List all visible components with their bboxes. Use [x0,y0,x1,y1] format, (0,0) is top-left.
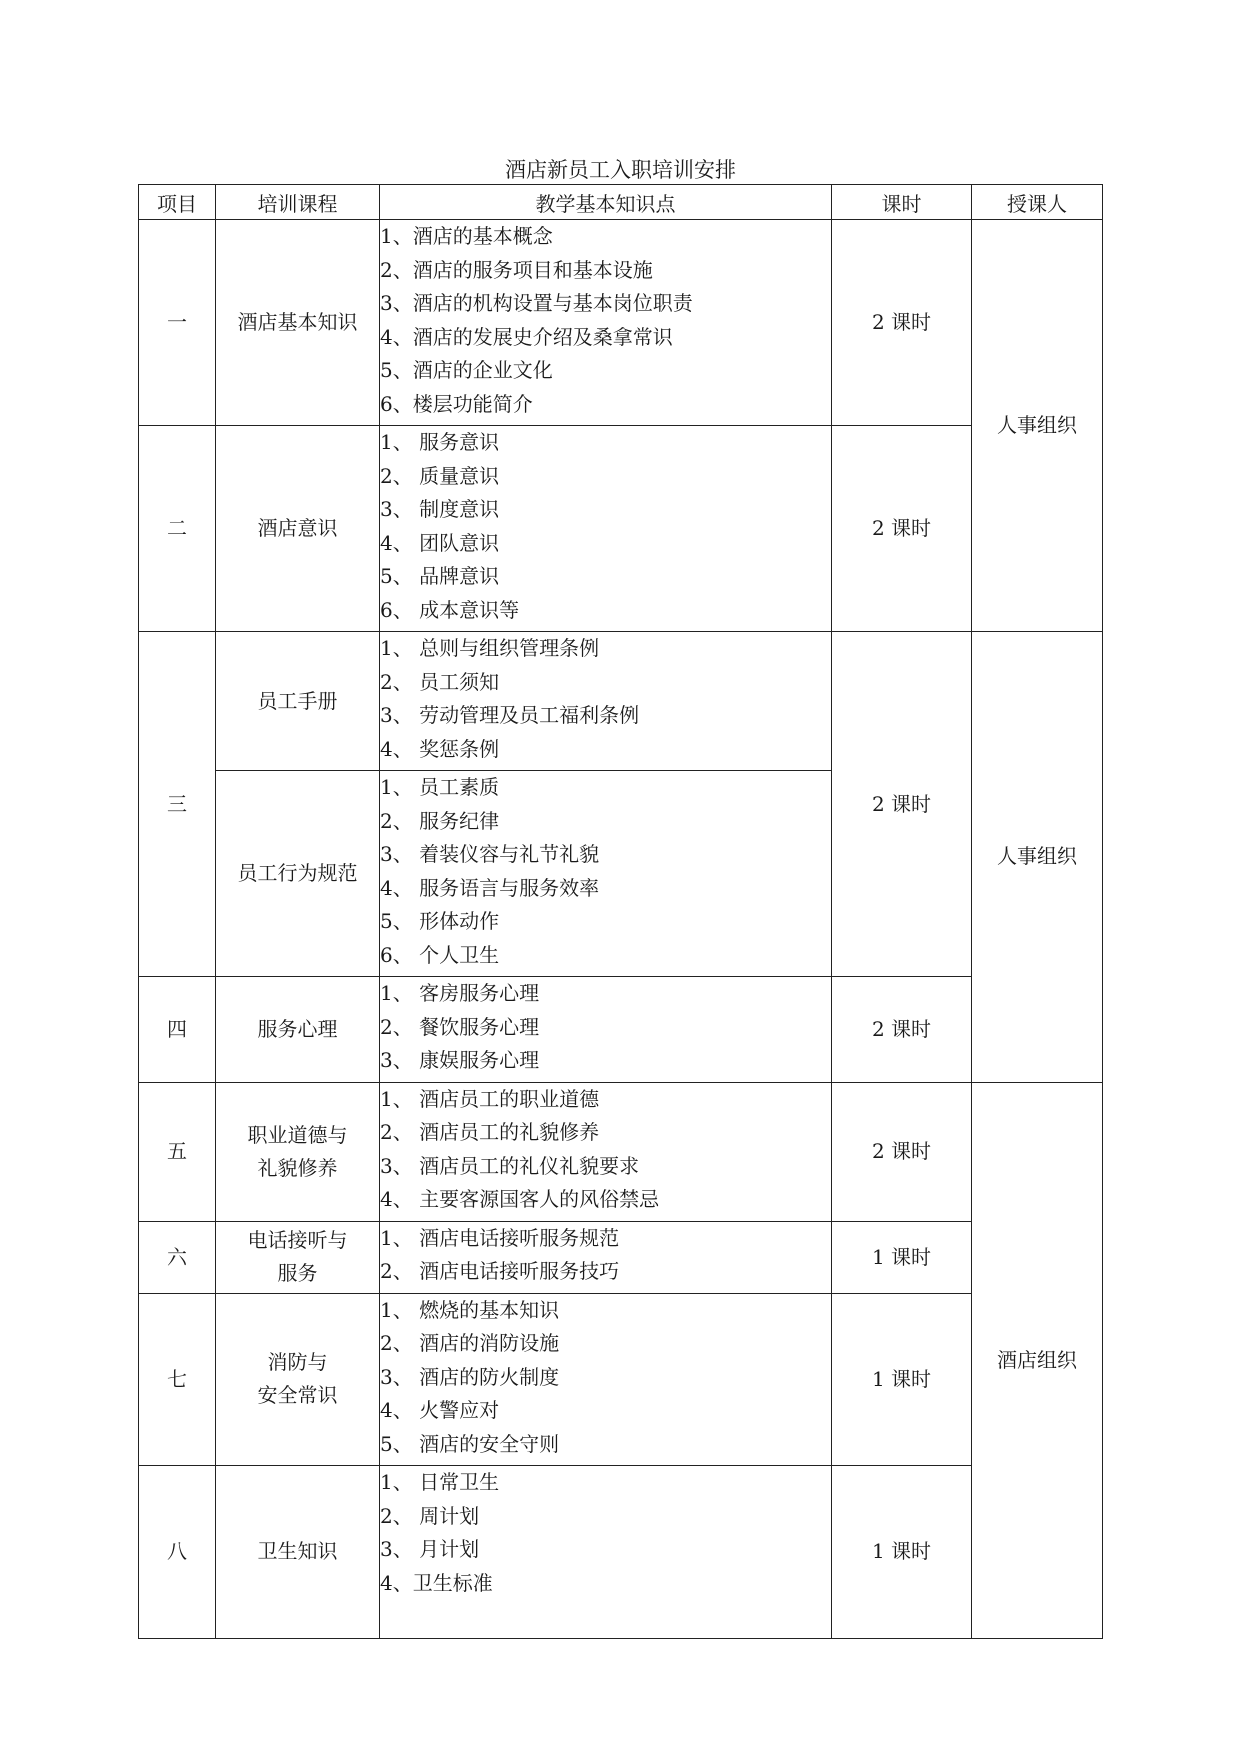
knowledge-point: 4、酒店的发展史介绍及桑拿常识 [380,324,673,349]
knowledge-point: 5、 品牌意识 [380,564,500,588]
course-hours: 2 课时 [832,977,972,1083]
table-row [139,632,1103,771]
item-number: 四 [139,977,216,1083]
knowledge-point: 3、酒店的机构设置与基本岗位职责 [380,291,693,315]
table-row [139,1082,1103,1221]
instructor: 酒店组织 [972,1082,1103,1638]
table-row [139,1466,1103,1639]
blank-line [380,1600,831,1634]
knowledge-points [380,1221,832,1293]
item-number: 八 [139,1466,216,1639]
knowledge-point: 2、 服务纪律 [380,808,500,833]
knowledge-points [380,632,832,771]
course-name: 职业道德与 礼貌修养 [216,1082,380,1221]
course-hours: 2 课时 [832,426,972,632]
table-row [139,977,1103,1083]
knowledge-point: 6、 成本意识等 [380,597,520,622]
header-hours: 课时 [832,185,972,220]
knowledge-point: 1、 客房服务心理 [380,981,540,1005]
knowledge-points [380,220,832,426]
knowledge-point: 3、 着装仪容与礼节礼貌 [380,842,600,866]
document-title: 酒店新员工入职培训安排 [505,158,736,182]
knowledge-points [380,977,832,1083]
knowledge-points [380,771,832,977]
knowledge-point: 6、楼层功能简介 [380,391,533,416]
knowledge-point: 1、 员工素质 [380,775,500,799]
course-name: 酒店意识 [216,426,380,632]
course-hours: 2 课时 [832,220,972,426]
knowledge-point: 2、 餐饮服务心理 [380,1014,540,1039]
knowledge-point: 5、 酒店的安全守则 [380,1431,560,1456]
knowledge-point: 6、 个人卫生 [380,942,500,967]
header-instructor: 授课人 [972,185,1103,220]
item-number: 五 [139,1082,216,1221]
knowledge-points [380,1466,832,1639]
header-item: 项目 [139,185,216,220]
table-header-row [139,185,1103,220]
item-number: 七 [139,1293,216,1466]
course-name: 卫生知识 [216,1466,380,1639]
knowledge-point: 1、 燃烧的基本知识 [380,1297,560,1322]
knowledge-point: 4、卫生标准 [380,1570,493,1595]
knowledge-point: 3、 酒店的防火制度 [380,1364,560,1389]
knowledge-point: 5、 形体动作 [380,909,500,933]
table-row [139,1221,1103,1293]
course-name: 员工行为规范 [216,771,380,977]
course-name: 服务心理 [216,977,380,1083]
instructor: 人事组织 [972,632,1103,1083]
header-knowledge-points: 教学基本知识点 [380,185,832,220]
course-hours: 2 课时 [832,1082,972,1221]
knowledge-point: 3、 制度意识 [380,497,500,521]
knowledge-points [380,1082,832,1221]
table-row [139,1293,1103,1466]
knowledge-point: 3、 康娱服务心理 [380,1048,540,1072]
knowledge-point: 4、 团队意识 [380,530,500,555]
header-course: 培训课程 [216,185,380,220]
knowledge-point: 3、 酒店员工的礼仪礼貌要求 [380,1153,640,1178]
knowledge-point: 4、 主要客源国客人的风俗禁忌 [380,1187,660,1211]
knowledge-point: 2、 质量意识 [380,463,500,488]
item-number: 二 [139,426,216,632]
knowledge-point: 2、 周计划 [380,1503,480,1528]
knowledge-point: 4、 服务语言与服务效率 [380,875,600,900]
course-hours: 1 课时 [832,1221,972,1293]
item-number: 一 [139,220,216,426]
knowledge-point: 1、酒店的基本概念 [380,224,553,248]
knowledge-point: 1、 总则与组织管理条例 [380,636,600,660]
knowledge-point: 1、 酒店电话接听服务规范 [380,1225,620,1250]
course-name: 电话接听与 服务 [216,1221,380,1293]
knowledge-point: 1、 日常卫生 [380,1470,500,1494]
knowledge-point: 2、 酒店员工的礼貌修养 [380,1120,600,1144]
knowledge-point: 2、 员工须知 [380,669,500,694]
knowledge-point: 5、酒店的企业文化 [380,358,553,382]
knowledge-point: 1、 酒店员工的职业道德 [380,1086,600,1111]
course-name: 员工手册 [216,632,380,771]
knowledge-point: 2、 酒店的消防设施 [380,1331,560,1355]
course-name: 酒店基本知识 [216,220,380,426]
instructor: 人事组织 [972,220,1103,632]
knowledge-point: 2、 酒店电话接听服务技巧 [380,1259,620,1283]
knowledge-point: 2、酒店的服务项目和基本设施 [380,257,653,282]
knowledge-point: 4、 奖惩条例 [380,736,500,761]
knowledge-point: 3、 劳动管理及员工福利条例 [380,703,640,727]
knowledge-points [380,426,832,632]
knowledge-point: 4、 火警应对 [380,1398,500,1422]
knowledge-point: 3、 月计划 [380,1537,480,1561]
item-number: 六 [139,1221,216,1293]
course-name: 消防与 安全常识 [216,1293,380,1466]
course-hours: 2 课时 [832,632,972,977]
table-row [139,426,1103,632]
item-number: 三 [139,632,216,977]
course-hours: 1 课时 [832,1293,972,1466]
course-hours: 1 课时 [832,1466,972,1639]
table-row [139,220,1103,426]
training-schedule-table [138,184,1103,1639]
knowledge-point: 1、 服务意识 [380,430,500,454]
knowledge-points [380,1293,832,1466]
